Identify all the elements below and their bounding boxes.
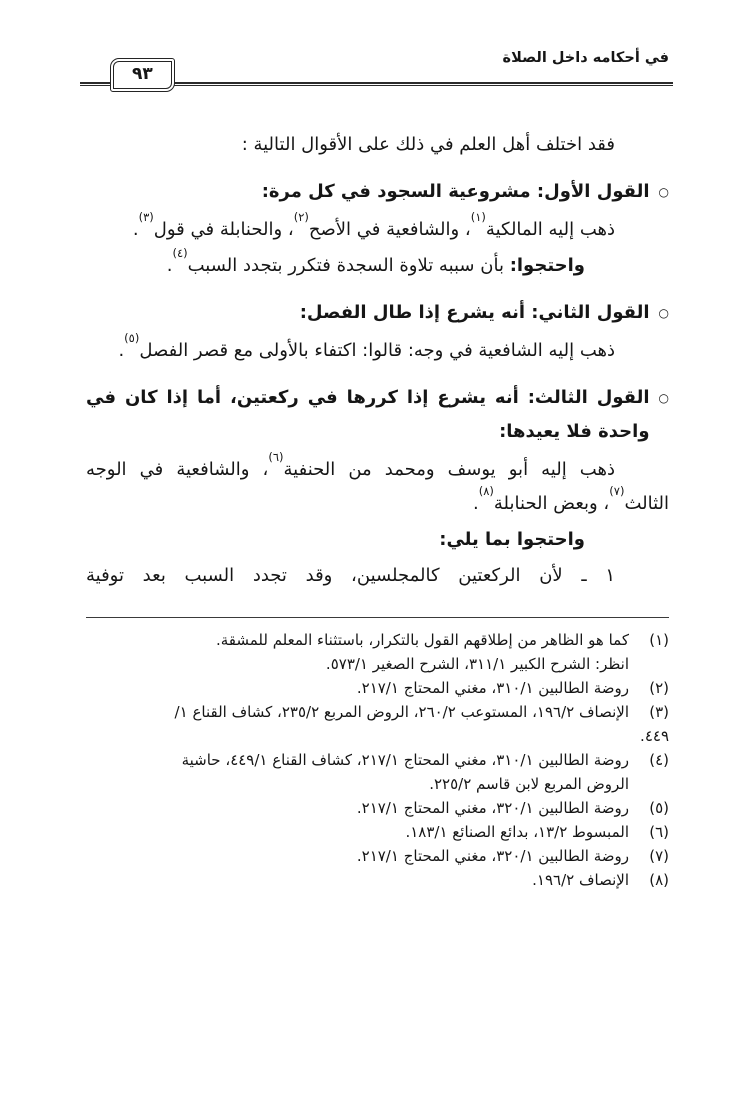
footnote-ref-5: (٥): [124, 331, 140, 345]
footnotes-section: [86, 617, 669, 892]
footnote-item-5: [86, 796, 669, 820]
opinion-1-heading: [86, 175, 669, 209]
footnote-number: (٢): [649, 679, 669, 697]
text-run: ذهب إليه المالكية: [485, 219, 615, 240]
text-run: ، والحنابلة في قول: [153, 219, 294, 240]
footnote-number: (٥): [649, 799, 669, 817]
footnote-ref-7: (٧): [609, 484, 625, 498]
footnote-item-1: [86, 628, 669, 676]
footnote-text: [86, 628, 629, 676]
footnote-line: روضة الطالبين ٣١٠/١، مغني المحتاج ٢١٧/١، كشاف القناع ٤٤٩/١، حاشية: [181, 751, 629, 769]
footnote-number: (٦): [649, 823, 669, 841]
footnote-text: [86, 700, 669, 748]
footnote-ref-1: (١): [470, 210, 486, 224]
footnote-ref-3: (٣): [138, 210, 154, 224]
circle-bullet-icon: ○: [658, 306, 669, 320]
argument-item-1: ١ ـ لأن الركعتين كالمجلسين، وقد تجدد السبب بعد توفية: [86, 565, 615, 586]
footnote-ref-6: (٦): [268, 450, 284, 464]
arguments-lead-line: واحتجوا بما يلي:: [439, 529, 585, 550]
footnote-ref-4: (٤): [172, 246, 188, 260]
footnote-line: ٤٤٩.: [640, 727, 669, 745]
text-run: ذهب إليه أبو يوسف ومحمد من الحنفية: [283, 459, 615, 480]
footnote-item-4: [86, 748, 669, 796]
footnote-number: (٧): [649, 847, 669, 865]
circle-bullet-icon: ○: [658, 185, 669, 199]
footnote-text: [86, 676, 629, 700]
text-run: ذهب إليه الشافعية في وجه: قالوا: اكتفاء بالأولى مع قصر الفصل: [139, 340, 615, 361]
running-head-title: في أحكامه داخل الصلاة: [502, 50, 669, 66]
opinion-2-paragraph: [86, 331, 669, 368]
footnote-line: انظر: الشرح الكبير ٣١١/١، الشرح الصغير ٥٧٣/١.: [325, 655, 629, 673]
circle-bullet-icon: ○: [658, 391, 669, 405]
footnote-text: [86, 844, 629, 868]
argument-lead: واحتجوا:: [509, 255, 585, 276]
footnote-item-8: [86, 868, 669, 892]
text-run: ، والشافعية في الوجه الثالث: [86, 459, 669, 514]
footnote-text: [86, 748, 629, 796]
footnote-item-6: [86, 820, 669, 844]
footnote-text: [86, 796, 629, 820]
footnote-item-2: [86, 676, 669, 700]
text-run: .: [118, 340, 125, 361]
opinion-2-heading: [86, 296, 669, 330]
text-run: .: [472, 493, 479, 514]
footnote-line: الإنصاف ١٩٦/٢.: [532, 871, 629, 889]
text-run: بأن سببه تلاوة السجدة فتكرر بتجدد السبب: [187, 255, 510, 276]
footnote-number: (٨): [649, 871, 669, 889]
footnotes-list: [86, 618, 669, 892]
opinion-1-heading-text: القول الأول: مشروعية السجود في كل مرة:: [261, 181, 650, 202]
footnote-line: روضة الطالبين ٣٢٠/١، مغني المحتاج ٢١٧/١.: [356, 799, 629, 817]
footnote-number: (١): [649, 631, 669, 649]
footnote-line: روضة الطالبين ٣١٠/١، مغني المحتاج ٢١٧/١.: [356, 679, 629, 697]
text-run: ، والشافعية في الأصح: [308, 219, 471, 240]
footnote-item-3: [86, 700, 669, 748]
footnote-text: [86, 820, 629, 844]
footnote-number: (٤): [649, 751, 669, 769]
footnote-line: روضة الطالبين ٣٢٠/١، مغني المحتاج ٢١٧/١.: [356, 847, 629, 865]
opinion-3-heading: [86, 381, 669, 449]
main-text: [86, 112, 669, 593]
footnote-line: كما هو الظاهر من إطلاقهم القول بالتكرار، باستثناء المعلم للمشقة.: [215, 631, 629, 649]
page-number-cartouche: [110, 58, 175, 92]
footnote-item-7: [86, 844, 669, 868]
text-run: ، وبعض الحنابلة: [493, 493, 610, 514]
opinion-3-paragraph: [86, 450, 669, 521]
footnote-line: الروض المربع لابن قاسم ٢٢٥/٢.: [429, 775, 629, 793]
page-number: ٩٣: [132, 64, 153, 84]
footnote-line: الإنصاف ١٩٦/٢، المستوعب ٢٦٠/٢، الروض المربع ٢٣٥/٢، كشاف القناع ١/: [174, 703, 629, 721]
opinion-3-heading-text: القول الثالث: أنه يشرع إذا كررها في ركعتين، أما إذا كان في واحدة فلا يعيدها:: [86, 387, 650, 442]
intro-paragraph: فقد اختلف أهل العلم في ذلك على الأقوال التالية :: [241, 134, 615, 155]
opinion-2-heading-text: القول الثاني: أنه يشرع إذا طال الفصل:: [299, 302, 650, 323]
footnote-line: المبسوط ١٣/٢، بدائع الصنائع ١٨٣/١.: [405, 823, 629, 841]
footnote-number: (٣): [649, 703, 669, 721]
opinion-1-argument: [86, 246, 669, 283]
footnote-text: [86, 868, 629, 892]
text-run: .: [166, 255, 173, 276]
footnote-ref-8: (٨): [478, 484, 494, 498]
text-run: .: [132, 219, 139, 240]
opinion-1-paragraph: [86, 210, 669, 247]
footnote-ref-2: (٢): [293, 210, 309, 224]
page-header: [86, 30, 669, 112]
